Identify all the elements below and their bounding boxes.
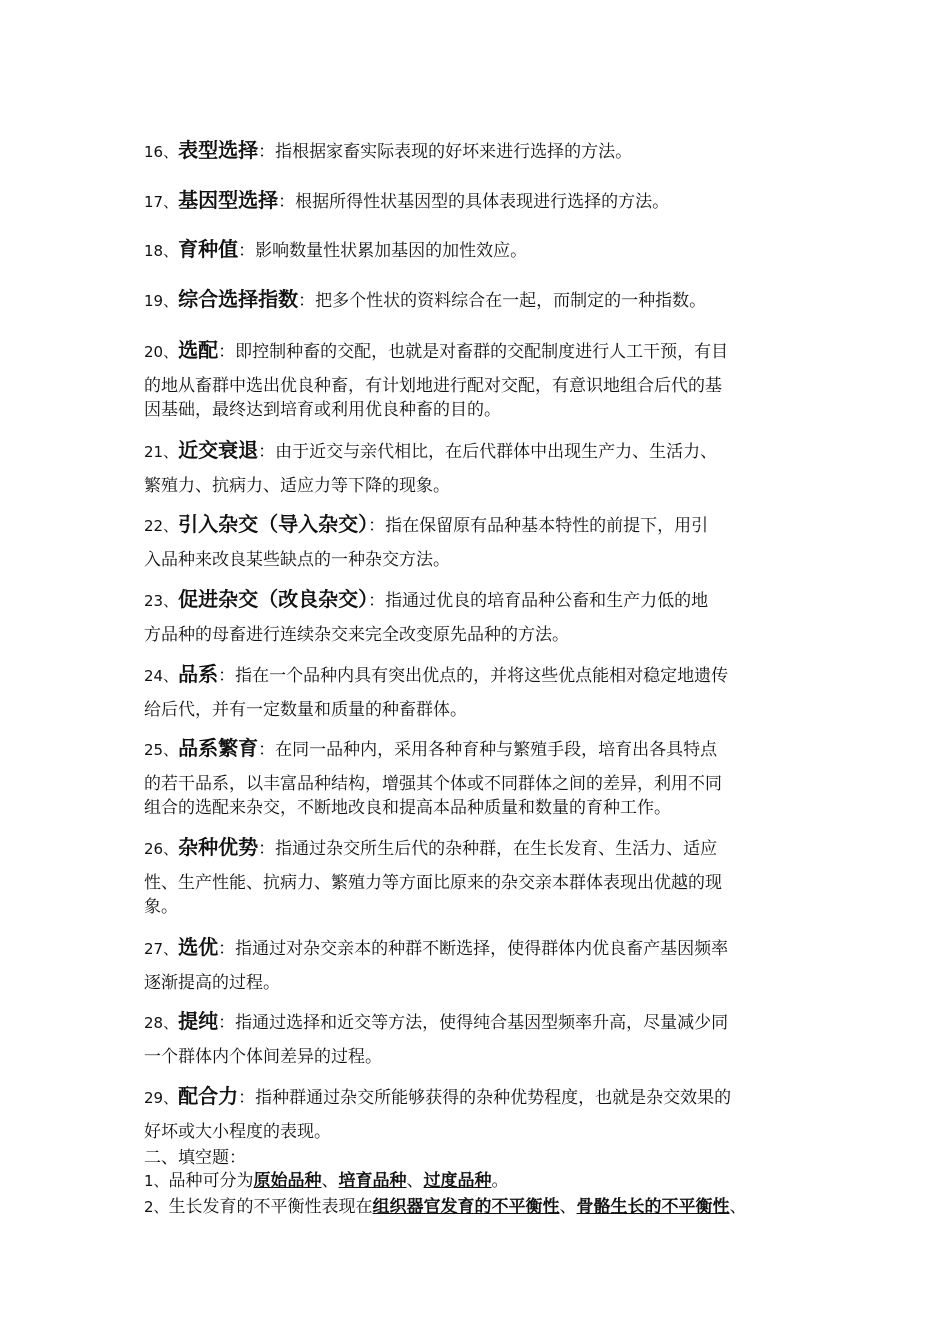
definition-text: 指根据家畜实际表现的好坏来进行选择的方法。 bbox=[275, 142, 633, 162]
definition-text: 即控制种畜的交配，也就是对畜群的交配制度进行人工干预，有目 bbox=[235, 342, 729, 362]
definition-text: 因基础，最终达到培育或利用优良种畜的目的。 bbox=[144, 400, 501, 420]
definition-text: 方品种的母畜进行连续杂交来完全改变原先品种的方法。 bbox=[144, 625, 569, 645]
definition-text: 指通过选择和近交等方法，使得纯合基因型频率升高，尽量减少同 bbox=[235, 1013, 729, 1033]
definition-text: 一个群体内个体间差异的过程。 bbox=[144, 1047, 382, 1067]
term: 引入杂交（导入杂交） bbox=[178, 512, 369, 536]
term: 提纯 bbox=[178, 1009, 219, 1033]
definition-text: 根据所得性状基因型的具体表现进行选择的方法。 bbox=[295, 192, 670, 212]
definition-21: 21、近交衰退：由于近交与亲代相比，在后代群体中出现生产力、生活力、 繁殖力、抗病力、适应力等下降的现象。 bbox=[144, 437, 812, 499]
item-number: 26、 bbox=[144, 840, 179, 858]
definition-25: 25、品系繁育：在同一品种内，采用各种育种与繁殖手段，培育出各具特点 的若干品系，以丰富品种结构，增强其个体或不同群体之间的差异，利用不同 组合的选配来杂交，不断地改良和提高本品种质量和数量的育种工作。 bbox=[144, 735, 812, 819]
definition-29: 29、配合力：指种群通过杂交所能够获得的杂种优势程度，也就是杂交效果的 好坏或大小程度的表现。 bbox=[144, 1083, 812, 1145]
definition-24: 24、品系：指在一个品种内具有突出优点的，并将这些优点能相对稳定地遗传 给后代，并有一定数量和质量的种畜群体。 bbox=[144, 661, 812, 723]
item-number: 18、 bbox=[144, 242, 179, 260]
item-number: 28、 bbox=[144, 1014, 179, 1032]
answer: 原始品种 bbox=[253, 1171, 322, 1191]
term: 品系繁育 bbox=[178, 736, 259, 760]
definition-18: 18、育种值：影响数量性状累加基因的加性效应。 bbox=[144, 237, 528, 261]
item-number: 2、 bbox=[144, 1198, 169, 1216]
answer: 培育品种 bbox=[338, 1171, 407, 1191]
item-number: 25、 bbox=[144, 741, 179, 759]
item-number: 17、 bbox=[144, 193, 179, 211]
definition-17: 17、基因型选择：根据所得性状基因型的具体表现进行选择的方法。 bbox=[144, 188, 670, 212]
definition-text: 指种群通过杂交所能够获得的杂种优势程度，也就是杂交效果的 bbox=[255, 1088, 732, 1108]
answer: 骨骼生长的不平衡性 bbox=[576, 1197, 730, 1217]
term: 选优 bbox=[178, 935, 219, 959]
fill-blank-2: 2、生长发育的不平衡性表现在组织器官发育的不平衡性、骨骼生长的不平衡性、 bbox=[144, 1197, 747, 1217]
definition-text: 繁殖力、抗病力、适应力等下降的现象。 bbox=[144, 476, 450, 496]
definition-16: 16、表型选择：指根据家畜实际表现的好坏来进行选择的方法。 bbox=[144, 138, 633, 162]
definition-text: 把多个性状的资料综合在一起，而制定的一种指数。 bbox=[315, 291, 707, 311]
definition-text: 指在保留原有品种基本特性的前提下，用引 bbox=[385, 516, 709, 536]
fill-blank-1: 1、品种可分为原始品种、培育品种、过度品种。 bbox=[144, 1171, 509, 1191]
definition-text: 指通过对杂交亲本的种群不断选择，使得群体内优良畜产基因频率 bbox=[235, 939, 729, 959]
definition-text: 的地从畜群中选出优良种畜，有计划地进行配对交配，有意识地组合后代的基 bbox=[144, 376, 722, 396]
answer: 组织器官发育的不平衡性 bbox=[372, 1197, 560, 1217]
definition-text: 逐渐提高的过程。 bbox=[144, 973, 280, 993]
answer: 过度品种 bbox=[423, 1171, 492, 1191]
term: 近交衰退 bbox=[178, 438, 259, 462]
item-number: 27、 bbox=[144, 940, 179, 958]
section-heading: 二、填空题： bbox=[144, 1148, 246, 1168]
definition-26: 26、杂种优势：指通过杂交所生后代的杂种群，在生长发育、生活力、适应 性、生产性能、抗病力、繁殖力等方面比原来的杂交亲本群体表现出优越的现 象。 bbox=[144, 834, 812, 918]
term: 综合选择指数 bbox=[178, 287, 299, 311]
item-number: 1、 bbox=[144, 1172, 169, 1190]
term: 基因型选择 bbox=[178, 188, 279, 212]
term: 选配 bbox=[178, 338, 219, 362]
definition-text: 指在一个品种内具有突出优点的，并将这些优点能相对稳定地遗传 bbox=[235, 666, 729, 686]
term: 品系 bbox=[178, 662, 219, 686]
definition-text: 给后代，并有一定数量和质量的种畜群体。 bbox=[144, 700, 467, 720]
definition-text: 影响数量性状累加基因的加性效应。 bbox=[255, 241, 528, 261]
item-number: 19、 bbox=[144, 292, 179, 310]
term: 促进杂交（改良杂交） bbox=[178, 587, 369, 611]
definition-text: 在同一品种内，采用各种育种与繁殖手段，培育出各具特点 bbox=[275, 740, 718, 760]
item-number: 21、 bbox=[144, 443, 179, 461]
definition-text: 指通过杂交所生后代的杂种群，在生长发育、生活力、适应 bbox=[275, 839, 718, 859]
item-number: 23、 bbox=[144, 592, 179, 610]
item-number: 29、 bbox=[144, 1089, 179, 1107]
definition-text: 的若干品系，以丰富品种结构，增强其个体或不同群体之间的差异，利用不同 bbox=[144, 774, 722, 794]
definition-text: 由于近交与亲代相比，在后代群体中出现生产力、生活力、 bbox=[275, 442, 718, 462]
definition-28: 28、提纯：指通过选择和近交等方法，使得纯合基因型频率升高，尽量减少同 一个群体内个体间差异的过程。 bbox=[144, 1008, 812, 1070]
term: 育种值 bbox=[178, 237, 239, 261]
definition-text: 入品种来改良某些缺点的一种杂交方法。 bbox=[144, 550, 450, 570]
definition-text: 指通过优良的培育品种公畜和生产力低的地 bbox=[385, 591, 709, 611]
definition-23: 23、促进杂交（改良杂交）：指通过优良的培育品种公畜和生产力低的地 方品种的母畜进行连续杂交来完全改变原先品种的方法。 bbox=[144, 586, 812, 648]
definition-text: 组合的选配来杂交，不断地改良和提高本品种质量和数量的育种工作。 bbox=[144, 798, 671, 818]
definition-text: 象。 bbox=[144, 897, 178, 917]
item-number: 24、 bbox=[144, 667, 179, 685]
definition-20: 20、选配：即控制种畜的交配，也就是对畜群的交配制度进行人工干预，有目 的地从畜群中选出优良种畜，有计划地进行配对交配，有意识地组合后代的基 因基础，最终达到培育或利用优良种畜的目的。 bbox=[144, 337, 812, 421]
definition-19: 19、综合选择指数：把多个性状的资料综合在一起，而制定的一种指数。 bbox=[144, 287, 707, 311]
item-number: 20、 bbox=[144, 343, 179, 361]
term: 表型选择 bbox=[178, 138, 259, 162]
definition-22: 22、引入杂交（导入杂交）：指在保留原有品种基本特性的前提下，用引 入品种来改良某些缺点的一种杂交方法。 bbox=[144, 511, 812, 573]
definition-text: 性、生产性能、抗病力、繁殖力等方面比原来的杂交亲本群体表现出优越的现 bbox=[144, 873, 722, 893]
term: 配合力 bbox=[178, 1084, 239, 1108]
item-number: 16、 bbox=[144, 143, 179, 161]
definition-27: 27、选优：指通过对杂交亲本的种群不断选择，使得群体内优良畜产基因频率 逐渐提高的过程。 bbox=[144, 934, 812, 996]
term: 杂种优势 bbox=[178, 835, 259, 859]
definition-text: 好坏或大小程度的表现。 bbox=[144, 1122, 331, 1142]
item-number: 22、 bbox=[144, 517, 179, 535]
